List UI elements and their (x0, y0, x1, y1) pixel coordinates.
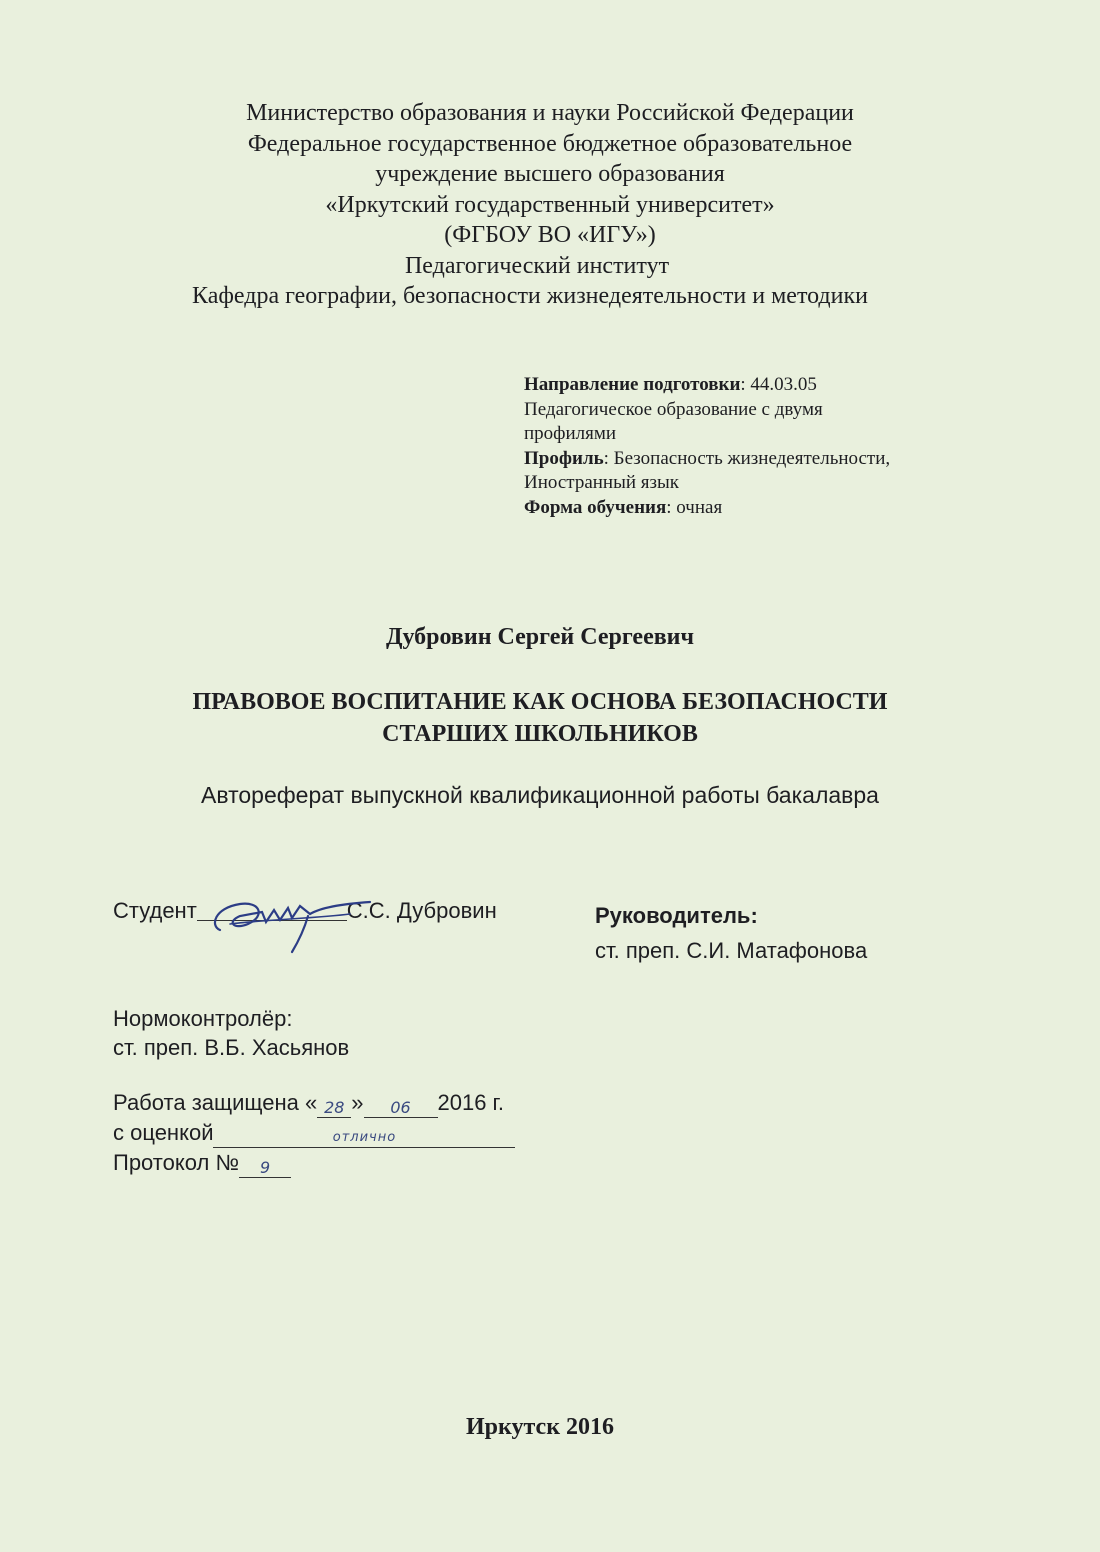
program-info (524, 373, 994, 521)
direction-label: Направление подготовки (524, 374, 741, 395)
profile-value: : Безопасность жизнедеятельности, (603, 447, 891, 469)
header-line-abbrev: (ФГБОУ ВО «ИГУ») (444, 222, 656, 248)
author-name: Дубровин Сергей Сергеевич (385, 624, 695, 650)
student-name: С.С. Дубровин (346, 898, 497, 923)
student-label: Студент (113, 898, 197, 923)
study-form-line (524, 496, 994, 521)
header-line-university: «Иркутский государственный университет» (325, 191, 775, 218)
defense-label: Работа защищена « (113, 1090, 318, 1115)
defense-block (113, 1088, 515, 1178)
grade-line (113, 1118, 515, 1148)
defense-month: 06 (364, 1093, 438, 1118)
supervisor-label (595, 898, 867, 933)
direction-line (524, 373, 994, 398)
profile-label: Профиль (524, 447, 604, 469)
grade-value: отлично (213, 1123, 515, 1148)
grade-label: с оценкой (113, 1120, 214, 1145)
normocontrol-block (113, 1004, 349, 1062)
supervisor-block (595, 898, 867, 968)
document-type: Автореферат выпускной квалификационной работы бакалавра (201, 782, 879, 808)
defense-date-line (113, 1088, 515, 1118)
header-line-institute: Педагогический институт (404, 252, 670, 279)
header-line-federal: Федеральное государственное бюджетное образовательное (247, 130, 853, 157)
thesis-title-line-1: ПРАВОВОЕ ВОСПИТАНИЕ КАК ОСНОВА БЕЗОПАСНОСТИ (192, 689, 888, 715)
city-year: Иркутск 2016 (465, 1414, 615, 1440)
header-line-institution-type: учреждение высшего образования (375, 161, 725, 187)
supervisor-name: ст. преп. С.И. Матафонова (595, 938, 868, 963)
normocontrol-label: Нормоконтролёр: (113, 1006, 293, 1031)
direction-name-1: Педагогическое образование с двумя (524, 398, 823, 420)
thesis-title (0, 686, 1080, 750)
study-form-value: : очная (666, 496, 723, 518)
institution-header (0, 98, 1100, 312)
protocol-line (113, 1148, 515, 1178)
protocol-label: Протокол № (113, 1150, 240, 1175)
thesis-title-line-2: СТАРШИХ ШКОЛЬНИКОВ (382, 721, 698, 747)
direction-name-2: профилями (524, 423, 617, 445)
study-form-label: Форма обучения (524, 496, 667, 518)
header-line-department: Кафедра географии, безопасности жизнедеятельности и методики (192, 283, 868, 309)
header-line-ministry: Министерство образования и науки Российской Федерации (246, 100, 854, 126)
direction-code: : 44.03.05 (740, 374, 817, 395)
normocontrol-name: ст. преп. В.Б. Хасьянов (113, 1035, 350, 1060)
protocol-number: 9 (239, 1153, 291, 1178)
defense-day: 28 (317, 1093, 351, 1118)
defense-date-separator: » (351, 1090, 364, 1115)
profile-value-2: Иностранный язык (524, 472, 680, 494)
supervisor-label-text: Руководитель: (595, 903, 758, 928)
student-signature (200, 886, 390, 958)
profile-line (524, 447, 994, 472)
defense-year: 2016 г. (437, 1090, 505, 1115)
